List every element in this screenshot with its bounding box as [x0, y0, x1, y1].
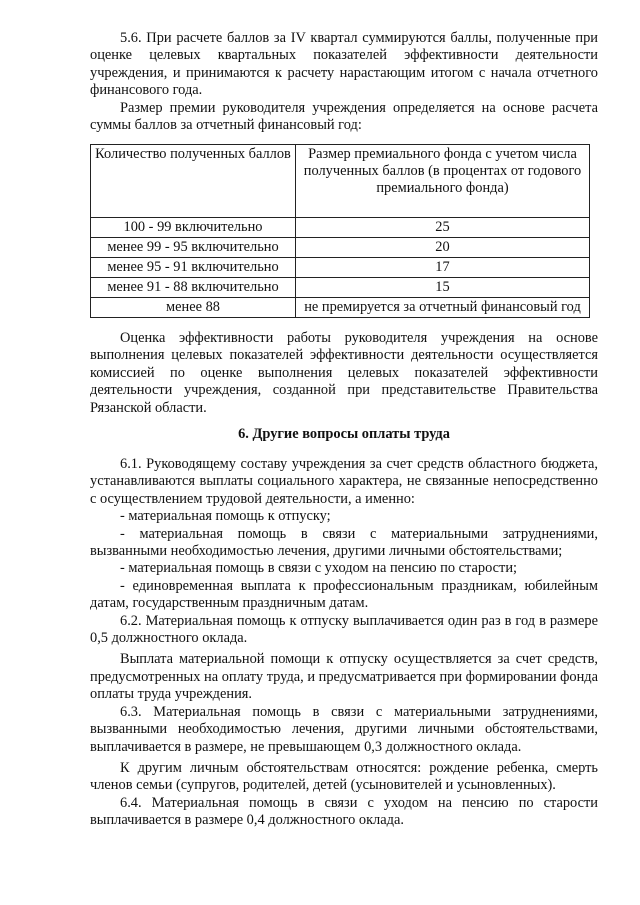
table-row: [91, 298, 590, 318]
table-row: [91, 278, 590, 298]
list-item: - единовременная выплата к профессиональным праздникам, юбилейным датам, государственным праздничным датам.: [90, 577, 598, 612]
table-row: [91, 238, 590, 258]
row-range: менее 95 - 91 включительно: [91, 258, 296, 278]
row-value: не премируется за отчетный финансовый год: [296, 298, 590, 318]
section-6-title: 6. Другие вопросы оплаты труда: [238, 426, 450, 442]
list-item: - материальная помощь в связи с уходом на пенсию по старости;: [120, 560, 518, 577]
list-item: - материальная помощь в связи с материальными затруднениями, вызванными необходимостью лечения, другими личными обстоятельствами;: [90, 525, 598, 560]
paragraph-6-3: 6.3. Материальная помощь в связи с материальными затруднениями, вызванными необходимостью лечения, другими личными обстоятельствами, выплачивается в размере, не превышающем 0,3 должностного оклада.: [90, 703, 598, 755]
paragraph-6-4: 6.4. Материальная помощь в связи с уходом на пенсию по старости выплачивается в размере 0,4 должностного оклада.: [90, 794, 598, 829]
section-5-6-text: [90, 30, 598, 134]
paragraph-5-6: 5.6. При расчете баллов за IV квартал суммируются баллы, полученные при оценке целевых квартальных показателей эффективности деятельности учреждения, и принимаются к расчету нарастающим итогом с начала отчетного финансового года.: [90, 30, 598, 99]
paragraph-6-2: 6.2. Материальная помощь к отпуску выплачивается один раз в год в размере 0,5 должностного оклада.: [90, 612, 598, 647]
list-item: - материальная помощь к отпуску;: [120, 508, 331, 525]
row-value: 15: [296, 278, 590, 298]
row-range: менее 88: [91, 298, 296, 318]
row-range: менее 91 - 88 включительно: [91, 278, 296, 298]
table-header-row: [91, 145, 590, 218]
paragraph-circumstances: К другим личным обстоятельствам относятся: рождение ребенка, смерть членов семьи (супругов, родителей, детей (усыновителей и усыновленных).: [90, 759, 598, 794]
table-row: [91, 258, 590, 278]
section-6-body: [90, 456, 598, 830]
header-fund-size: Размер премиального фонда с учетом числа полученных баллов (в процентах от годового премиального фонда): [296, 145, 590, 218]
row-range: 100 - 99 включительно: [91, 218, 296, 238]
table-row: [91, 218, 590, 238]
paragraph-6-1: 6.1. Руководящему составу учреждения за счет средств областного бюджета, устанавливаются выплаты социального характера, не связанные непосредственно с осуществлением трудовой деятельности, а именно:: [90, 456, 598, 507]
row-value: 25: [296, 218, 590, 238]
header-points: Количество полученных баллов: [91, 145, 296, 218]
paragraph-bonus-size: Размер премии руководителя учреждения определяется на основе расчета суммы баллов за отчетный финансовый год:: [90, 99, 598, 134]
row-value: 20: [296, 238, 590, 258]
paragraph-payment: Выплата материальной помощи к отпуску осуществляется за счет средств, предусмотренных на оплату труда, и предусматривается при формировании фонда оплаты труда учреждения.: [90, 651, 598, 703]
bonus-table: [90, 144, 590, 318]
paragraph-evaluation: Оценка эффективности работы руководителя учреждения на основе выполнения целевых показателей эффективности деятельности осуществляется комиссией по оценке выполнения целевых показателей эффективности деятельности учреждения, созданной при представительстве Правительства Рязанской области.: [90, 330, 598, 416]
row-value: 17: [296, 258, 590, 278]
row-range: менее 99 - 95 включительно: [91, 238, 296, 258]
evaluation-text: [90, 330, 598, 417]
